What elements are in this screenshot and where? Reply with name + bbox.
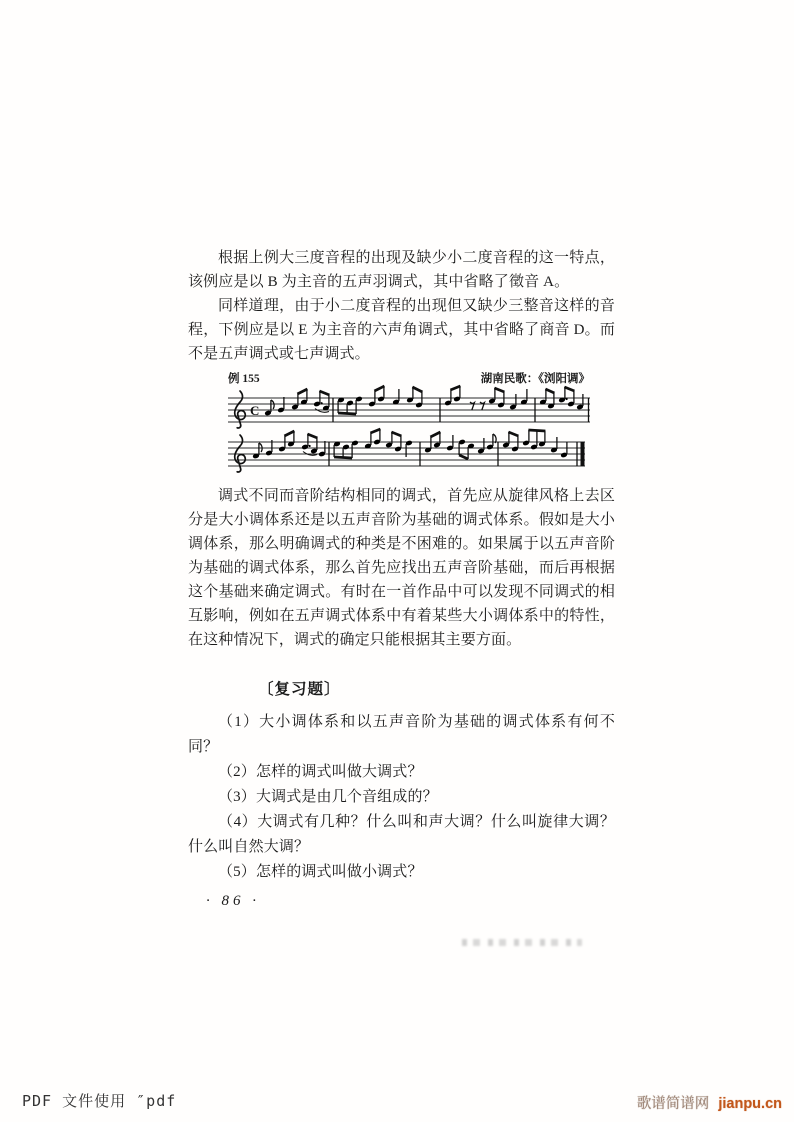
- watermark-site-name: 歌谱简谱网: [636, 1096, 710, 1112]
- text-block: [188, 246, 615, 913]
- page-bleedthrough: [462, 939, 582, 946]
- review-question-3: （3）大调式是由几个音组成的？: [218, 789, 438, 805]
- notes: [252, 429, 568, 459]
- final-barline: [581, 442, 585, 466]
- paragraph-intro-2: 同样道理，由于小二度音程的出现但又缺少三整音这样的音程，下例应是以 E 为主音的六声角调式，其中省略了商音 D。而不是五声调式或七声调式。: [188, 298, 615, 362]
- review-questions: [188, 710, 615, 885]
- watermark: [637, 1092, 782, 1113]
- music-staff-2: [228, 424, 590, 482]
- music-example-caption: 湖南民歌：《浏阳调》: [480, 373, 590, 385]
- watermark-site-url: jianpu.cn: [718, 1096, 782, 1112]
- review-question-4: （4）大调式有几种？什么叫和声大调？什么叫旋律大调？什么叫自然大调？: [188, 814, 615, 855]
- music-example: [228, 372, 590, 482]
- review-heading: 〔复习题〕: [258, 681, 341, 698]
- review-question-5: （5）怎样的调式叫做小调式？: [218, 864, 423, 880]
- review-question-1: （1）大小调体系和以五声音阶为基础的调式体系有何不同？: [188, 714, 615, 755]
- review-question-2: （2）怎样的调式叫做大调式？: [218, 764, 423, 780]
- paragraph-intro-1: 根据上例大三度音程的出现及缺少小二度音程的这一特点，该例应是以 B 为主音的五声羽调式，其中省略了徵音 A。: [188, 250, 615, 290]
- footer-pdf-note: PDF 文件使用 ″pdf: [22, 1092, 177, 1110]
- paragraph-main: 调式不同而音阶结构相同的调式，首先应从旋律风格上去区分是大小调体系还是以五声音阶为基础的调式体系。假如是大小调体系，那么明确调式的种类是不困难的。如果属于以五声音阶为基础的调式体系，那么首先应找出五声音阶基础，而后再根据这个基础来确定调式。有时在一首作品中可以发现不同调式的相互影响，例如在五声调式体系中有着某些大小调体系中的特性，在这种情况下，调式的确定只能根据其主要方面。: [188, 488, 615, 648]
- notes: [264, 386, 584, 416]
- page-number: · 86 ·: [206, 893, 260, 909]
- time-signature: C: [250, 403, 260, 418]
- music-example-label: 例 155: [228, 373, 260, 385]
